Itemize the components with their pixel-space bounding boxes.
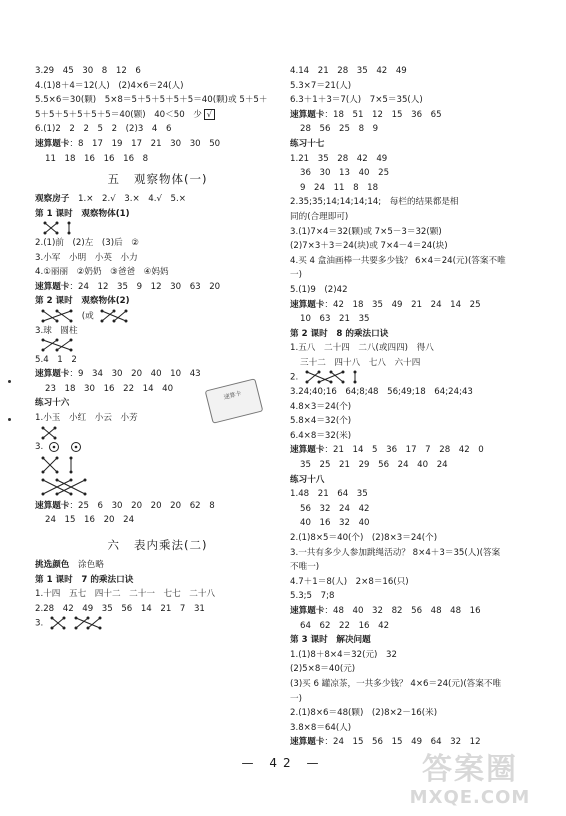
answer-line: 56 32 24 42 <box>300 503 370 514</box>
drill-values: ：42 18 35 49 21 24 14 25 <box>324 299 481 310</box>
drill-label: 速算题卡 <box>35 281 70 292</box>
answer-line: 2.35;35;14;14;14;14; 每栏的结果都是相 <box>290 197 459 208</box>
answer-line: 1.21 35 28 42 49 <box>290 153 388 164</box>
drill-values: ：24 12 35 9 12 30 63 20 <box>69 281 221 292</box>
answer-line: 3.8×8＝64(人) <box>290 722 352 733</box>
answer-line: 3.29 45 30 8 12 6 <box>35 66 141 76</box>
exercise-heading: 练习十六 <box>35 398 70 409</box>
matching-diagram <box>35 426 280 441</box>
drill-line <box>35 137 280 152</box>
drill-line <box>290 298 540 313</box>
site-watermark <box>385 752 555 812</box>
section-number: 五 <box>107 172 120 187</box>
page-number: — 42 — <box>241 756 325 770</box>
answer-text: 1.× 2.√ 3.× 4.√ 5.× <box>78 194 186 205</box>
drill-values: ：25 6 30 20 20 20 62 8 <box>69 500 215 511</box>
answer-line: 1.十四 五七 四十二 二十一 七七 二十八 <box>35 589 216 600</box>
answer-line: 4.买 4 盒油画棒一共要多少钱？ 6×4＝24(元)(答案不唯 <box>290 255 506 266</box>
drill-values: ：8 17 19 17 21 30 30 50 <box>69 138 221 149</box>
answer-line: 一) <box>290 693 302 704</box>
answer-line: 1.小玉 小红 小云 小芳 <box>35 413 138 424</box>
answer-line: 不唯一) <box>290 562 320 573</box>
lesson-heading <box>35 573 280 588</box>
drill-line: 35 25 21 29 56 24 40 24 <box>300 460 448 471</box>
answer-line: 6.3＋1＋3＝7(人) 7×5＝35(人) <box>290 95 423 106</box>
matching-lines-icon <box>46 616 118 630</box>
lesson-heading <box>35 207 280 222</box>
lesson-title: 观察物体(1) <box>81 208 130 219</box>
lesson-title: 解决问题 <box>336 635 371 646</box>
matching-diagram: 3. <box>35 616 280 631</box>
answer-text: 涂色略 <box>78 560 104 571</box>
check-box: √ <box>204 109 215 120</box>
answer-line <box>35 108 280 123</box>
answer-line: 3.24;40;16 64;8;48 56;49;18 64;24;43 <box>290 387 473 398</box>
answer-line: 三十二 四十八 七八 六十四 <box>300 357 421 368</box>
drill-line: 24 15 16 20 24 <box>45 515 135 526</box>
answer-line: 一) <box>290 270 302 281</box>
left-column <box>35 64 280 631</box>
answer-line: 9 24 11 8 18 <box>300 182 379 193</box>
answer-line: 4.14 21 28 35 42 49 <box>290 66 407 76</box>
answer-line: 2.(1)8×6＝48(颗) (2)8×2－16(米) <box>290 708 438 719</box>
drill-values: ：24 15 56 15 49 64 32 12 <box>324 737 481 748</box>
answer-line: 40 16 32 40 <box>300 518 370 529</box>
answer-line: 3.球 圆柱 <box>35 325 78 336</box>
drill-label: 速算题卡 <box>290 605 325 616</box>
matching-lines-icon <box>35 477 105 497</box>
matching-diagram: 2. <box>290 370 540 385</box>
answer-line: 5.4 1 2 <box>35 354 77 365</box>
drill-line <box>290 108 540 123</box>
lesson-label: 第 3 课时 <box>290 635 328 646</box>
drill-line <box>35 367 280 382</box>
lesson-title: 观察物体(2) <box>81 296 130 307</box>
drill-line <box>290 604 540 619</box>
answer-line: 1.五八 二十四 二八(或四四) 得八 <box>290 343 434 354</box>
answer-line: 5.3;5 7;8 <box>290 591 335 602</box>
drill-values: ：48 40 32 82 56 48 48 16 <box>324 605 481 616</box>
answer-line: 6.(1)2 2 2 5 2 (2)3 4 6 <box>35 124 172 135</box>
drill-line: 10 63 21 35 <box>300 314 370 325</box>
drill-values: ：9 34 30 20 40 10 43 <box>69 369 201 380</box>
section-heading <box>35 166 280 192</box>
watermark-logo: 答案圈 <box>422 752 518 787</box>
section-title: 表内乘法(二) <box>134 538 208 553</box>
drill-line <box>35 280 280 295</box>
lesson-heading <box>290 327 540 342</box>
section-heading <box>35 532 280 558</box>
answer-line: 36 30 13 40 25 <box>300 168 390 179</box>
drill-line <box>290 735 540 750</box>
lesson-title: 8 的乘法口诀 <box>336 328 389 339</box>
exercise-heading: 练习十八 <box>290 474 325 485</box>
lesson-title: 7 的乘法口诀 <box>81 574 134 585</box>
answer-line: 5.8×4＝32(个) <box>290 416 352 427</box>
exercise-heading: 练习十七 <box>290 138 325 149</box>
right-column <box>290 64 540 750</box>
matching-diagram <box>35 455 280 477</box>
answer-line: 4.7＋1＝8(人) 2×8＝16(只) <box>290 576 409 587</box>
answer-line: 5.(1)9 (2)42 <box>290 284 348 295</box>
answer-line: 1.(1)8＋8×4＝32(元) 32 <box>290 649 397 660</box>
answer-line: 6.4×8＝32(米) <box>290 430 352 441</box>
answer-line: 4.8×3＝24(个) <box>290 401 352 412</box>
matching-diagram <box>35 309 280 324</box>
drill-label: 速算题卡 <box>35 369 70 380</box>
subsection-label: 挑选颜色 <box>35 560 70 571</box>
stamp-text: 速算卡 <box>223 390 243 402</box>
lesson-label: 第 1 课时 <box>35 208 73 219</box>
answer-line: 3.小军 小明 小英 小力 <box>35 252 138 263</box>
drill-line <box>35 499 280 514</box>
answer-text: 5＋5＋5＋5＋5＋5＝40(颗) 40＜50 少 <box>35 109 202 120</box>
circled-answers-icon <box>46 441 96 453</box>
answer-line: 5.3×7＝21(人) <box>290 80 352 91</box>
drill-label: 速算题卡 <box>290 109 325 120</box>
drill-label: 速算题卡 <box>290 445 325 456</box>
watermark-url: MXQE.COM <box>409 787 531 808</box>
lesson-label: 第 1 课时 <box>35 574 73 585</box>
drill-line: 64 62 22 16 42 <box>300 620 390 631</box>
answer-line: 3. <box>35 440 280 455</box>
answer-line: (3)买 6 罐凉茶，一共多少钱？ 4×6＝24(元)(答案不唯 <box>290 678 502 689</box>
drill-label: 速算题卡 <box>35 500 70 511</box>
matching-lines-icon <box>35 455 85 475</box>
answer-line <box>35 192 280 207</box>
drill-label: 速算题卡 <box>290 299 325 310</box>
matching-lines-icon <box>301 370 373 384</box>
lesson-label: 第 2 课时 <box>290 328 328 339</box>
drill-values: ：21 14 5 36 17 7 28 42 0 <box>324 445 484 456</box>
matching-lines-icon <box>35 221 95 235</box>
lesson-heading <box>35 294 280 309</box>
matching-lines-icon <box>96 309 132 323</box>
answer-line: 4.(1)8＋4＝12(人) (2)4×6＝24(人) <box>35 80 184 91</box>
drill-line <box>290 443 540 458</box>
answer-line: 5.5×6＝30(颗) 5×8＝5＋5＋5＋5＋5＝40(颗)或 5＋5＋ <box>35 95 268 106</box>
answer-line: 3.(1)7×4＝32(颗)或 7×5－3＝32(颗) <box>290 226 442 237</box>
matching-lines-icon <box>35 338 85 352</box>
drill-line: 11 18 16 16 16 8 <box>45 153 149 164</box>
lesson-heading <box>290 633 540 648</box>
answer-line: 同的(合理即可) <box>290 211 349 222</box>
matching-diagram <box>35 338 280 353</box>
answer-line: 4.①丽丽 ②奶奶 ③爸爸 ④妈妈 <box>35 267 169 278</box>
lesson-label: 第 2 课时 <box>35 296 73 307</box>
drill-line: 28 56 25 8 9 <box>300 124 379 135</box>
drill-values: ：18 51 12 15 36 65 <box>324 109 442 120</box>
matching-diagram <box>35 221 280 236</box>
answer-line: 2.28 42 49 35 56 14 21 7 31 <box>35 603 205 614</box>
matching-diagram <box>35 477 280 499</box>
drill-line: 23 18 30 16 22 14 40 <box>45 383 174 394</box>
answer-line: 1.48 21 64 35 <box>290 489 368 500</box>
margin-dot <box>8 380 11 383</box>
drill-label: 速算题卡 <box>290 737 325 748</box>
answer-line: 3.一共有多少人参加跳绳活动？ 8×4＋3＝35(人)(答案 <box>290 547 501 558</box>
section-title: 观察物体(一) <box>134 172 208 187</box>
drill-label: 速算题卡 <box>35 138 70 149</box>
answer-note: (或 <box>81 311 94 322</box>
subsection-label: 观察房子 <box>35 194 70 205</box>
answer-line: (2)7×3＋3＝24(块)或 7×4－4＝24(块) <box>290 241 448 252</box>
matching-lines-icon <box>35 309 79 323</box>
section-number: 六 <box>107 538 120 553</box>
cross-lines-icon <box>35 426 65 440</box>
answer-line: 2.(1)前 (2)左 (3)后 ② <box>35 237 139 248</box>
margin-dot <box>8 418 11 421</box>
answer-line: 2.(1)8×5＝40(个) (2)8×3＝24(个) <box>290 533 438 543</box>
answer-line: (2)5×8＝40(元) <box>290 664 356 675</box>
answer-line <box>35 558 280 573</box>
